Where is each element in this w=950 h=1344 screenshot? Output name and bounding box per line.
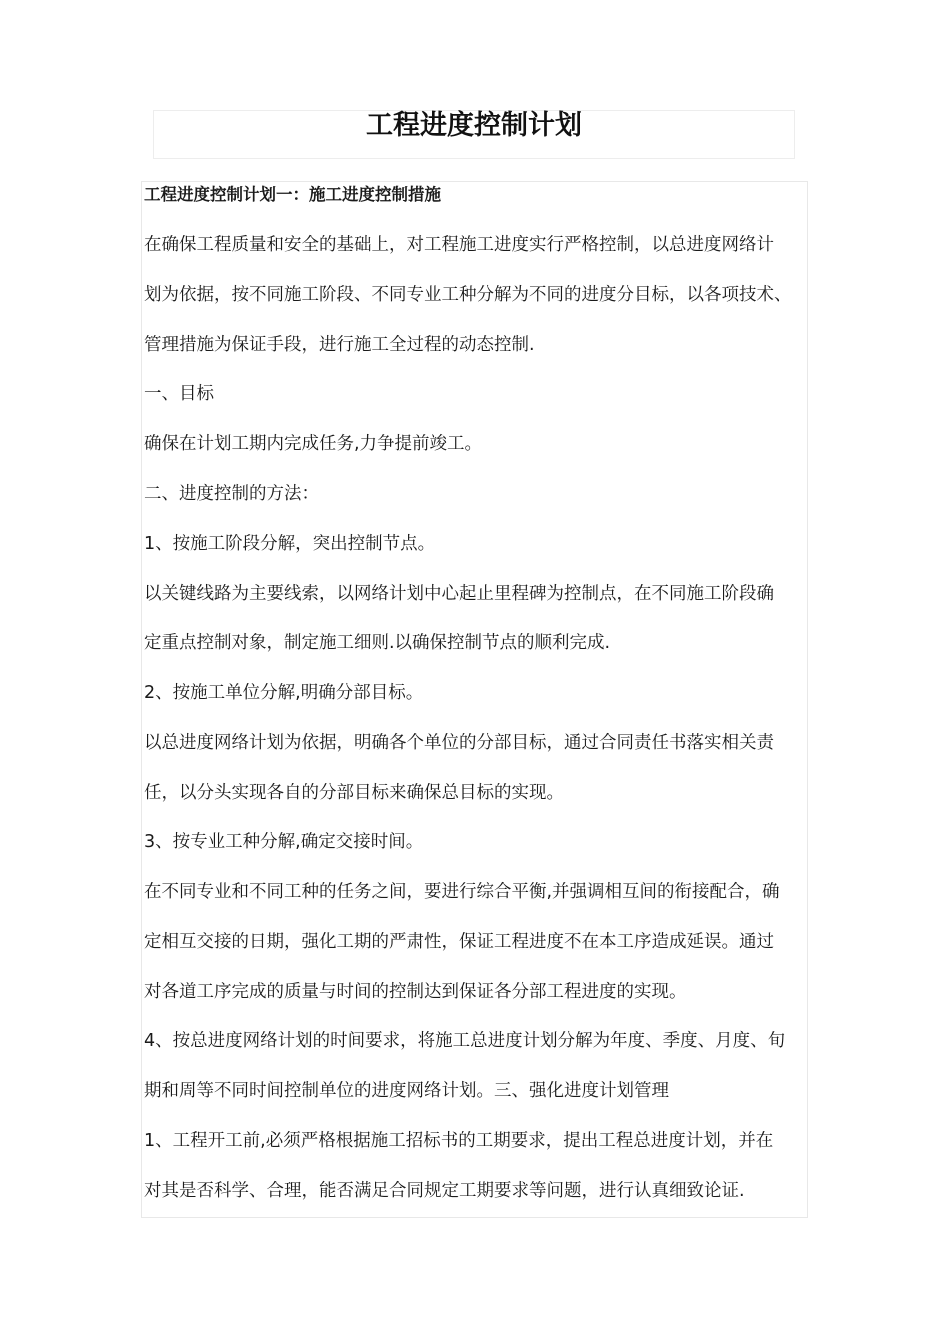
paragraph-line: 任，以分头实现各自的分部目标来确保总目标的实现。 <box>144 783 564 803</box>
paragraph-line: 对其是否科学、合理，能否满足合同规定工期要求等问题，进行认真细致论证. <box>144 1181 745 1201</box>
paragraph-line: 划为依据，按不同施工阶段、不同专业工种分解为不同的进度分目标，以各项技术、 <box>144 285 792 305</box>
paragraph-line: 定重点控制对象，制定施工细则.以确保控制节点的顺利完成. <box>144 633 611 653</box>
paragraph-line: 1、工程开工前,必须严格根据施工招标书的工期要求，提出工程总进度计划，并在 <box>144 1131 774 1151</box>
paragraph-line: 确保在计划工期内完成任务,力争提前竣工。 <box>144 434 483 454</box>
document-title: 工程进度控制计划 <box>366 110 582 141</box>
paragraph-line: 期和周等不同时间控制单位的进度网络计划。三、强化进度计划管理 <box>144 1081 669 1101</box>
title-box <box>153 110 795 159</box>
paragraph-line: 二、进度控制的方法： <box>144 484 319 504</box>
paragraph-line: 以总进度网络计划为依据，明确各个单位的分部目标，通过合同责任书落实相关责 <box>144 733 774 753</box>
paragraph-line: 在不同专业和不同工种的任务之间，要进行综合平衡,并强调相互间的衔接配合，确 <box>144 882 780 902</box>
paragraph-line: 对各道工序完成的质量与时间的控制达到保证各分部工程进度的实现。 <box>144 982 687 1002</box>
paragraph-line: 2、按施工单位分解,明确分部目标。 <box>144 683 424 703</box>
section-heading: 工程进度控制计划一：施工进度控制措施 <box>144 185 441 204</box>
paragraph-line: 1、按施工阶段分解，突出控制节点。 <box>144 534 436 554</box>
paragraph-line: 在确保工程质量和安全的基础上，对工程施工进度实行严格控制，以总进度网络计 <box>144 235 774 255</box>
paragraph-line: 管理措施为保证手段，进行施工全过程的动态控制. <box>144 335 535 355</box>
paragraph-line: 定相互交接的日期，强化工期的严肃性，保证工程进度不在本工序造成延误。通过 <box>144 932 774 952</box>
paragraph-line: 以关键线路为主要线索，以网络计划中心起止里程碑为控制点，在不同施工阶段确 <box>144 584 774 604</box>
paragraph-line: 4、按总进度网络计划的时间要求，将施工总进度计划分解为年度、季度、月度、旬 <box>144 1031 786 1051</box>
paragraph-line: 一、目标 <box>144 384 214 404</box>
paragraph-line: 3、按专业工种分解,确定交接时间。 <box>144 832 424 852</box>
